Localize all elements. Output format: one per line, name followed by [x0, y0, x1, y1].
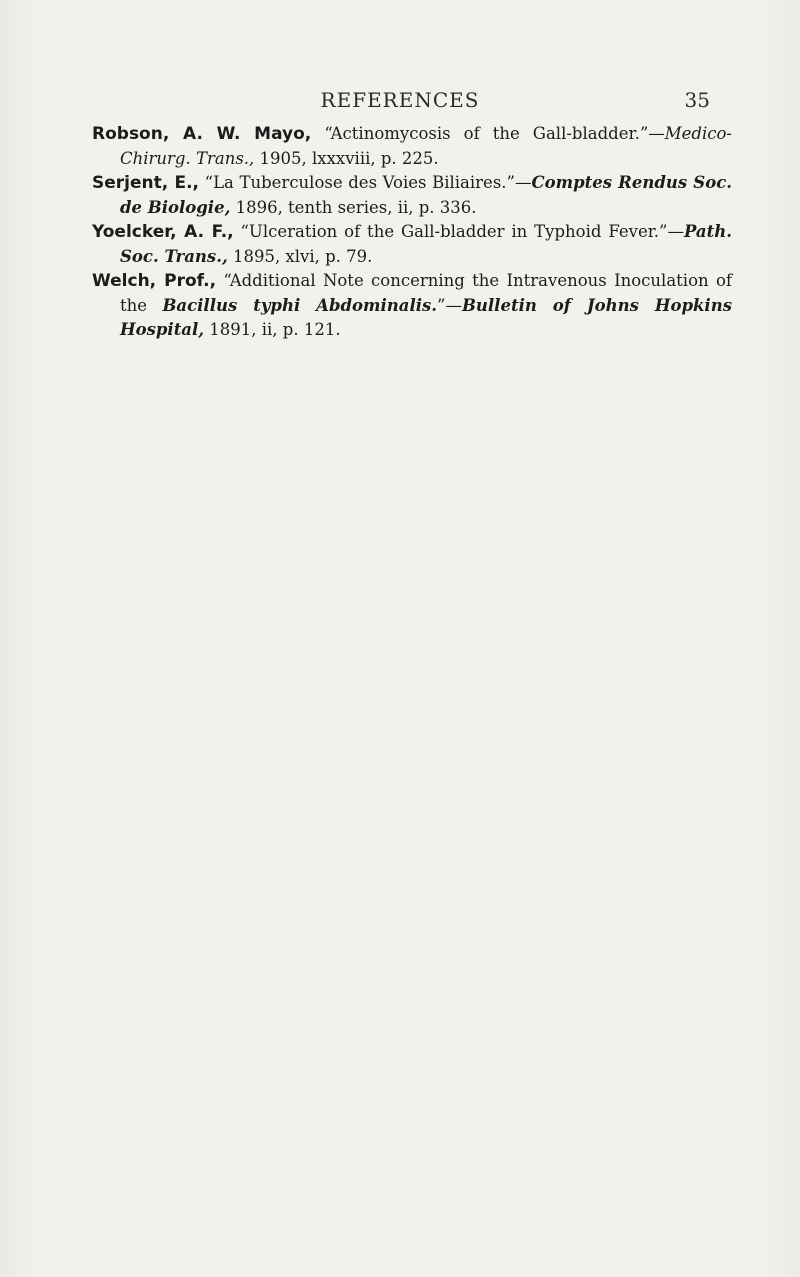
reference-list	[92, 122, 732, 343]
page-title: REFERENCES	[320, 88, 480, 112]
reference-title: “Ulceration of the Gall-bladder in Typhoid Fever.”—	[233, 222, 684, 241]
reference-details: 1905, lxxxviii, p. 225.	[254, 148, 439, 168]
reference-journal: Comptes Rendus Soc. de Biologie,	[120, 173, 732, 217]
page-number: 35	[684, 88, 710, 112]
reference-entry	[92, 171, 732, 220]
reference-author: Welch, Prof.,	[92, 271, 217, 291]
reference-author: Serjent, E.,	[92, 173, 200, 193]
reference-title: “La Tuberculose des Voies Biliaires.”—	[199, 173, 532, 192]
reference-journal: Medico-Chirurg. Trans.,	[120, 124, 732, 168]
reference-journal: Path. Soc. Trans.,	[120, 222, 732, 266]
reference-entry	[92, 220, 732, 269]
reference-journal: Bulletin of Johns Hopkins Hospital,	[120, 295, 732, 339]
reference-title: “Actinomycosis of the Gall-bladder.”—	[311, 124, 665, 143]
reference-details: 1895, xlvi, p. 79.	[227, 246, 373, 266]
reference-author: Yoelcker, A. F.,	[92, 222, 234, 242]
reference-entry	[92, 122, 732, 171]
reference-details: 1896, tenth series, ii, p. 336.	[230, 197, 477, 217]
reference-title-end: ”—	[437, 295, 462, 315]
reference-details: 1891, ii, p. 121.	[204, 320, 341, 339]
reference-author: Robson, A. W. Mayo,	[92, 124, 312, 144]
running-header	[0, 88, 800, 118]
reference-title: “Additional Note concerning the Intravenous Inoculation of the	[120, 271, 732, 315]
reference-entry	[92, 269, 732, 343]
reference-title-italic: Bacillus typhi Abdominalis.	[162, 295, 438, 315]
